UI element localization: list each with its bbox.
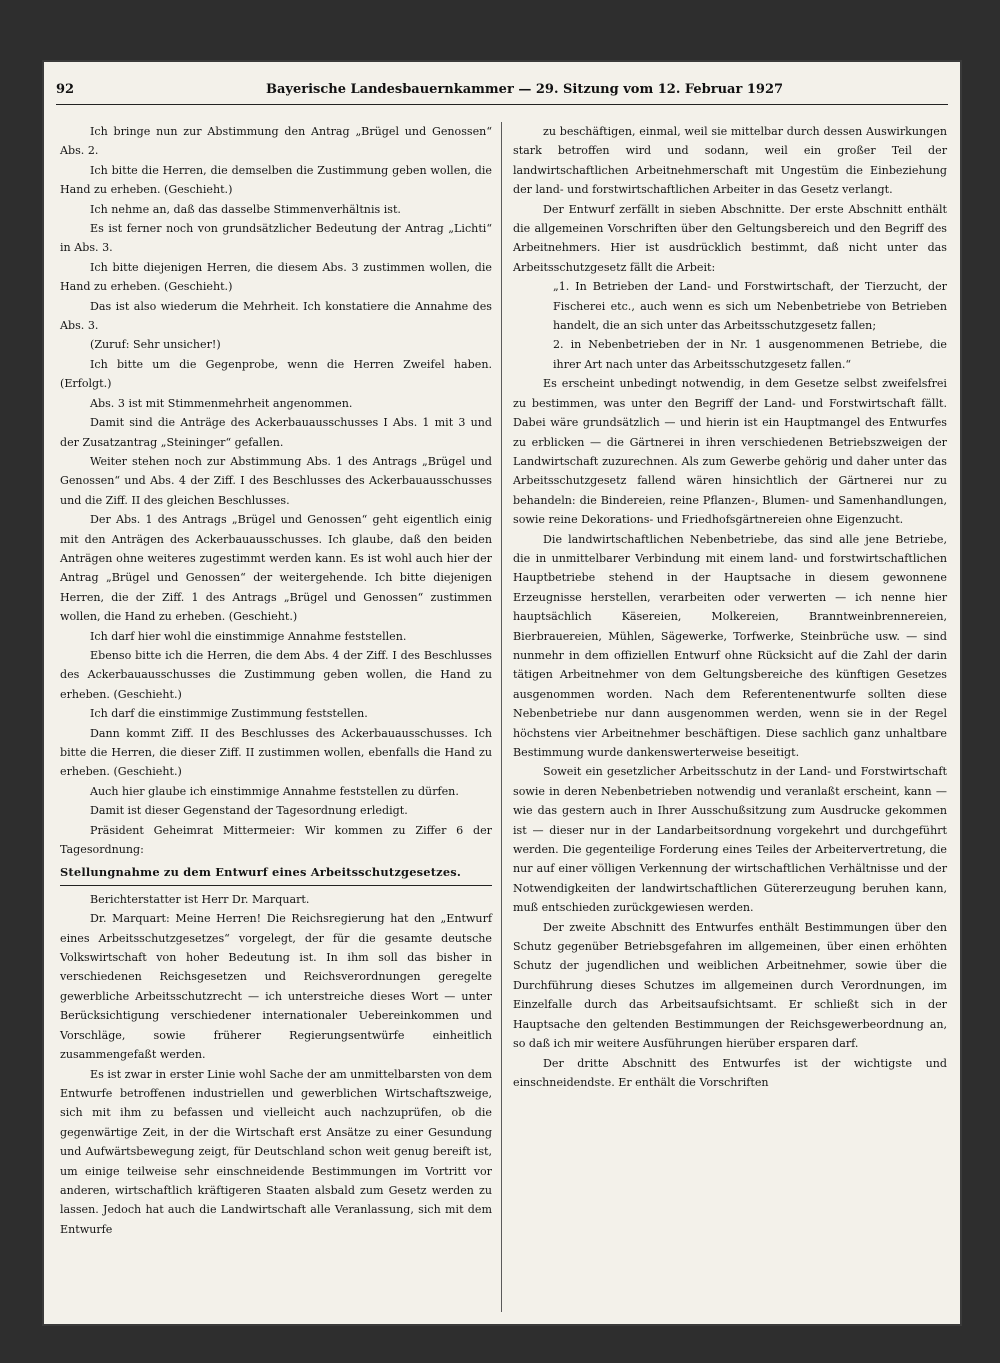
list-item: „1. In Betrieben der Land- und Forstwirtschaft, der Tierzucht, der Fischerei etc., auch wenn es sich um Nebenbetriebe von Betrieben handelt, die an sich unter das Arbeitsschutzgesetz fallen;	[553, 280, 947, 333]
paragraph: Der Entwurf zerfällt in sieben Abschnitte. Der erste Abschnitt enthält die allgemeinen Vorschriften über den Geltungsbereich und den Begriff des Arbeitnehmers. Hier ist ausdrücklich bestimmt, daß nicht unter das Arbeitsschutzgesetz fällt die Arbeit:	[513, 202, 947, 274]
list-item: 2. in Nebenbetrieben der in Nr. 1 ausgenommenen Betriebe, die ihrer Art nach unter das Arbeitsschutzgesetz fallen.“	[553, 338, 947, 371]
paragraph: zu beschäftigen, einmal, weil sie mittelbar durch dessen Auswirkungen stark betroffen wird und sodann, weil ein großer Teil der landwirtschaftlichen Arbeitnehmerschaft mit Ungestüm die Einbeziehung der land- und forstwirtschaftlichen Arbeiter in das Gesetz verlangt.	[513, 125, 947, 197]
paragraph: Ich bitte die Herren, die demselben die Zustimmung geben wollen, die Hand zu erheben. (Geschieht.)	[60, 163, 492, 197]
section-heading: Stellungnahme zu dem Entwurf eines Arbeitsschutzgesetzes.	[60, 863, 492, 885]
paragraph: Ich darf die einstimmige Zustimmung feststellen.	[90, 707, 368, 721]
document-page	[44, 62, 960, 1324]
paragraph: Ich bitte um die Gegenprobe, wenn die Herren Zweifel haben. (Erfolgt.)	[60, 357, 492, 391]
header-title: Bayerische Landesbauernkammer — 29. Sitzung vom 12. Februar 1927	[266, 82, 784, 97]
column-divider	[501, 122, 502, 1312]
paragraph: Weiter stehen noch zur Abstimmung Abs. 1 des Antrags „Brügel und Genossen“ und Abs. 4 der Ziff. I des Beschlusses des Ackerbauausschusses und die Ziff. II des gleichen Beschlusses.	[60, 454, 492, 507]
paragraph: Berichterstatter ist Herr Dr. Marquart.	[90, 892, 310, 906]
paragraph: Der Abs. 1 des Antrags „Brügel und Genossen“ geht eigentlich einig mit den Anträgen des Ackerbauausschusses. Ich glaube, daß den beiden Anträgen ohne weiteres zugestimmt werden kann. Es ist wohl auch hier der Antrag „Brügel und Genossen“ der weitergehende. Ich bitte diejenigen Herren, die der Ziff. 1 des Antrags „Brügel und Genossen“ zustimmen wollen, die Hand zu erheben. (Geschieht.)	[60, 513, 492, 624]
paragraph: Dann kommt Ziff. II des Beschlusses des Ackerbauausschusses. Ich bitte die Herren, die dieser Ziff. II zustimmen wollen, ebenfalls die Hand zu erheben. (Geschieht.)	[60, 726, 492, 779]
quoted-list	[513, 277, 947, 374]
paragraph: Ich darf hier wohl die einstimmige Annahme feststellen.	[90, 629, 407, 643]
paragraph: Ich bringe nun zur Abstimmung den Antrag „Brügel und Genossen“ Abs. 2.	[60, 125, 492, 158]
paragraph: Der zweite Abschnitt des Entwurfes enthält Bestimmungen über den Schutz gegenüber Betriebsgefahren im allgemeinen, über einen erhöhten Schutz der jugendlichen und weiblichen Arbeitnehmer, sowie über die Durchführung dieses Schutzes im allgemeinen durch Verordnungen, im Einzelfalle durch das Arbeitsaufsichtsamt. Er schließt sich in der Hauptsache den geltenden Bestimmungen der Reichsgewerbeordnung an, so daß ich mir weitere Ausführungen hierüber ersparen darf.	[513, 920, 947, 1051]
paragraph: (Zuruf: Sehr unsicher!)	[90, 338, 221, 352]
paragraph: Es ist ferner noch von grundsätzlicher Bedeutung der Antrag „Lichti“ in Abs. 3.	[60, 222, 492, 255]
paragraph: Auch hier glaube ich einstimmige Annahme feststellen zu dürfen.	[90, 784, 459, 798]
paragraph: Damit sind die Anträge des Ackerbauausschusses I Abs. 1 mit 3 und der Zusatzantrag „Steininger“ gefallen.	[60, 416, 492, 449]
paragraph: Damit ist dieser Gegenstand der Tagesordnung erledigt.	[90, 804, 408, 818]
running-header	[56, 82, 948, 105]
paragraph: Es ist zwar in erster Linie wohl Sache der am unmittelbarsten von dem Entwurfe betroffenen industriellen und gewerblichen Wirtschaftszweige, sich mit ihm zu befassen und vielleicht auch nachzuprüfen, ob die gegenwärtige Zeit, in der die Wirtschaft erst Ansätze zu einer Gesundung und Aufwärtsbewegung zeigt, für Deutschland schon weit genug bereift ist, um einige teilweise sehr einschneidende Bestimmungen im Vortritt vor anderen, wirtschaftlich kräftigeren Staaten alsbald zum Gesetz werden zu lassen. Jedoch hat auch die Landwirtschaft alle Veranlassung, sich mit dem Entwurfe	[60, 1067, 492, 1236]
left-column	[60, 122, 492, 1239]
page-number: 92	[56, 82, 75, 97]
paragraph: Die landwirtschaftlichen Nebenbetriebe, das sind alle jene Betriebe, die in unmittelbarer Verbindung mit einem land- und forstwirtschaftlichen Hauptbetriebe stehend in der Hauptsache in diesem gewonnene Erzeugnisse herstellen, verarbeiten oder verwerten — ich nenne hier hauptsächlich Käsereien, Molkereien, Branntweinbrennereien, Bierbrauereien, Mühlen, Sägewerke, Torfwerke, Steinbrüche usw. — sind nunmehr in dem offiziellen Entwurf ohne Rücksicht auf die Zahl der darin tätigen Arbeitnehmer von dem Geltungsbereiche des künftigen Gesetzes ausgenommen worden. Nach dem Referentenentwurfe sollten diese Nebenbetriebe nur dann ausgenommen werden, wenn sie in der Regel höchstens vier Arbeitnehmer beschäftigen. Diese sachlich ganz unhaltbare Bestimmung wurde dankenswerterweise beseitigt.	[513, 532, 947, 759]
paragraph: Ich bitte diejenigen Herren, die diesem Abs. 3 zustimmen wollen, die Hand zu erheben. (Geschieht.)	[60, 260, 492, 294]
paragraph: Ebenso bitte ich die Herren, die dem Abs. 4 der Ziff. I des Beschlusses des Ackerbauausschusses die Zustimmung geben wollen, die Hand zu erheben. (Geschieht.)	[60, 648, 492, 701]
paragraph: Präsident Geheimrat Mittermeier: Wir kommen zu Ziffer 6 der Tagesordnung:	[60, 823, 492, 857]
right-column	[513, 122, 947, 1092]
paragraph: Der dritte Abschnitt des Entwurfes ist der wichtigste und einschneidendste. Er enthält die Vorschriften	[513, 1056, 947, 1089]
paragraph: Das ist also wiederum die Mehrheit. Ich konstatiere die Annahme des Abs. 3.	[60, 299, 492, 333]
paragraph: Abs. 3 ist mit Stimmenmehrheit angenommen.	[90, 396, 353, 410]
paragraph: Dr. Marquart: Meine Herren! Die Reichsregierung hat den „Entwurf eines Arbeitsschutzgesetzes“ vorgelegt, der für die gesamte deutsche Volkswirtschaft von hoher Bedeutung ist. In ihm soll das bisher in verschiedenen Reichsgesetzen und Reichsverordnungen geregelte gewerbliche Arbeitsschutzrecht — ich unterstreiche dieses Wort — unter Berücksichtigung verschiedener internationaler Uebereinkommen und Vorschläge, sowie früherer Regierungsentwürfe einheitlich zusammengefaßt werden.	[60, 912, 492, 1062]
paragraph: Ich nehme an, daß das dasselbe Stimmenverhältnis ist.	[90, 202, 401, 216]
paragraph: Soweit ein gesetzlicher Arbeitsschutz in der Land- und Forstwirtschaft sowie in deren Nebenbetrieben notwendig und veranlaßt erscheint, kann — wie das gestern auch in Ihrer Ausschußsitzung zum Ausdrucke gekommen ist — dieser nur in der Landarbeitsordnung vorgekehrt und durchgeführt werden. Die gegenteilige Forderung eines Teiles der Arbeitervertretung, die nur auf einer völligen Verkennung der wirtschaftlichen Verhältnisse und der Notwendigkeiten der landwirtschaftlichen Gütererzeugung beruhen kann, muß entschieden zurückgewiesen werden.	[513, 765, 947, 915]
paragraph: Es erscheint unbedingt notwendig, in dem Gesetze selbst zweifelsfrei zu bestimmen, was unter den Begriff der Land- und Forstwirtschaft fällt. Dabei wäre grundsätzlich — und hierin ist ein Hauptmangel des Entwurfes zu erblicken — die Gärtnerei in ihren verschiedenen Betriebszweigen der Landwirtschaft zuzurechnen. Als zum Gewerbe gehörig und daher unter das Arbeitsschutzgesetz fallend wären hinsichtlich der Gärtnerei nur zu behandeln: die Bindereien, reine Pflanzen-, Blumen- und Samenhandlungen, sowie reine Dekorations- und Friedhofsgärtnereien ohne Eigenzucht.	[513, 377, 947, 527]
